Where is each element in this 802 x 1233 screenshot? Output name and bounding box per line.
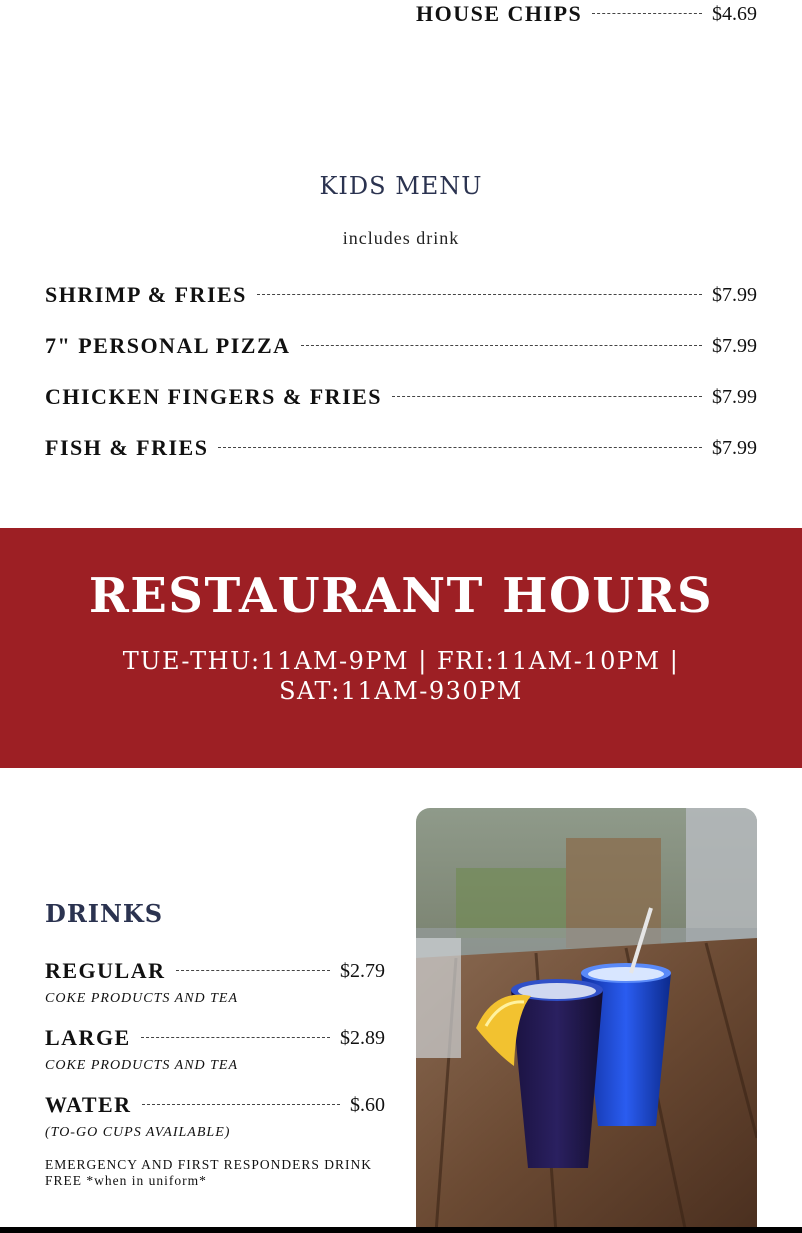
item-name: SHRIMP & FRIES — [45, 282, 247, 307]
menu-item — [45, 331, 757, 361]
item-name: FISH & FRIES — [45, 435, 209, 460]
leader-dots — [592, 13, 702, 14]
item-name: LARGE — [45, 1025, 131, 1050]
leader-dots — [142, 1104, 340, 1105]
kids-menu-subtitle: includes drink — [342, 228, 460, 248]
drink-item — [45, 956, 385, 986]
leader-dots — [392, 396, 702, 397]
leader-dots — [301, 345, 702, 346]
item-name: HOUSE CHIPS — [416, 1, 583, 26]
menu-item — [45, 433, 757, 463]
drink-item — [45, 1090, 385, 1120]
drink-description: (TO-GO CUPS AVAILABLE) — [45, 1125, 231, 1140]
item-price: $.60 — [350, 1093, 385, 1116]
leader-dots — [176, 970, 330, 971]
bottom-bar — [0, 1227, 802, 1233]
menu-item — [45, 382, 757, 412]
drinks-photo — [416, 808, 757, 1233]
kids-menu-title: KIDS MENU — [319, 172, 483, 200]
item-price: $2.79 — [340, 959, 385, 982]
item-price: $2.89 — [340, 1026, 385, 1049]
item-name: WATER — [45, 1092, 132, 1117]
drinks-photo-icon — [416, 808, 757, 1233]
restaurant-hours-title: RESTAURANT HOURS — [88, 568, 714, 624]
item-price: $7.99 — [712, 385, 757, 408]
drinks-title: DRINKS — [45, 899, 164, 928]
drink-description: COKE PRODUCTS AND TEA — [45, 1058, 239, 1073]
drink-item — [45, 1023, 385, 1053]
item-name: CHICKEN FINGERS & FRIES — [45, 384, 383, 409]
emergency-note: EMERGENCY AND FIRST RESPONDERS DRINK FREE *when in uniform* — [45, 1157, 373, 1188]
item-name: 7" PERSONAL PIZZA — [45, 333, 291, 358]
menu-item-house-chips — [416, 0, 757, 28]
item-price: $7.99 — [712, 283, 757, 306]
drink-description: COKE PRODUCTS AND TEA — [45, 991, 239, 1006]
leader-dots — [257, 294, 702, 295]
restaurant-hours-text: TUE-THU:11AM-9PM | FRI:11AM-10PM | SAT:11AM-930PM — [122, 647, 680, 705]
item-price: $4.69 — [712, 2, 757, 25]
leader-dots — [218, 447, 702, 448]
menu-item — [45, 280, 757, 310]
item-price: $7.99 — [712, 436, 757, 459]
item-name: REGULAR — [45, 958, 166, 983]
leader-dots — [141, 1037, 330, 1038]
item-price: $7.99 — [712, 334, 757, 357]
